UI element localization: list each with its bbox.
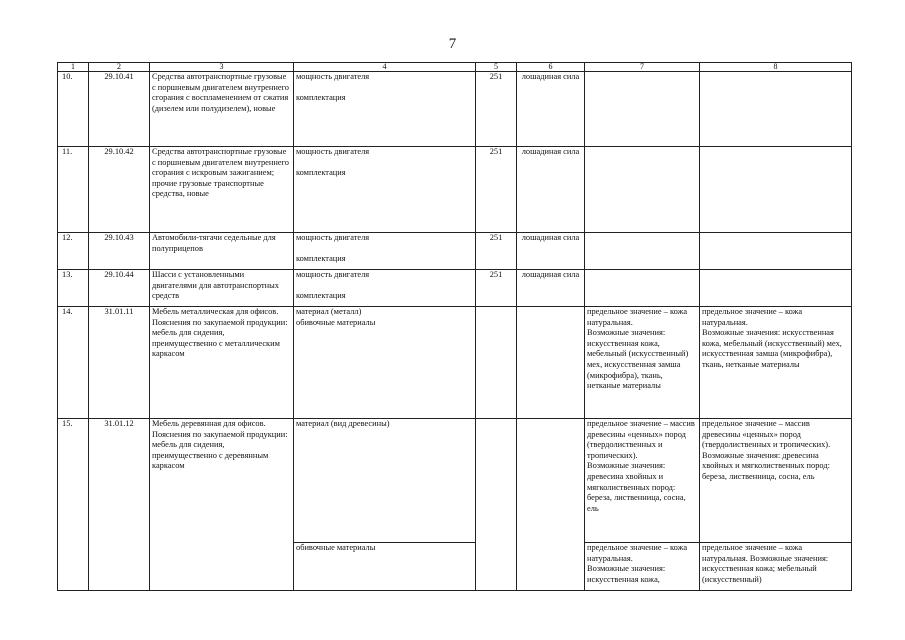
row-number: 15. xyxy=(58,419,89,591)
possible-values: Возможные значения: искусственная кожа, мебельный (искусственный) мех, искусственная замша (микрофибра), ткань, нетканые материалы xyxy=(587,328,689,391)
char-line: мощность двигателя xyxy=(296,147,370,156)
char-line: материал (металл) xyxy=(296,307,362,316)
table-row xyxy=(58,270,852,307)
product-name: Средства автотранспортные грузовые с поршневым двигателем внутреннего сгорания с искровым зажиганием; прочие грузовые транспортные средства, новые xyxy=(150,147,294,233)
row-number: 13. xyxy=(58,270,89,307)
table-row xyxy=(58,419,852,543)
okei-code: 251 xyxy=(476,270,517,307)
table-row xyxy=(58,307,852,419)
okpd-code: 29.10.44 xyxy=(89,270,150,307)
characteristics xyxy=(294,419,476,543)
product-note: Пояснения по закупаемой продукции: xyxy=(152,429,288,439)
header-cell: 4 xyxy=(294,63,476,72)
characteristics xyxy=(294,72,476,147)
okpd-code: 31.01.11 xyxy=(89,307,150,419)
limit-value: предельное значение – кожа натуральная. xyxy=(587,543,688,563)
row-number: 10. xyxy=(58,72,89,147)
header-cell: 7 xyxy=(585,63,700,72)
okei-code: 251 xyxy=(476,72,517,147)
col7-value xyxy=(585,233,700,270)
header-row xyxy=(58,63,852,72)
col8-value xyxy=(700,307,852,419)
limit-value: предельное значение – массив древесины «ценных» пород (твердолиственных и тропических). xyxy=(587,419,695,460)
possible-values: Возможные значения: древесина хвойных и мягколиственных пород: береза, лиственница, сосна, ель xyxy=(587,461,686,513)
unit-name: лошадиная сила xyxy=(517,147,585,233)
char-line: комплектация xyxy=(296,290,346,300)
table-row xyxy=(58,233,852,270)
char-line: комплектация xyxy=(296,92,346,102)
col8-value xyxy=(700,233,852,270)
col7-value xyxy=(585,270,700,307)
table-row xyxy=(58,72,852,147)
row-number: 14. xyxy=(58,307,89,419)
product-name xyxy=(150,419,294,591)
header-cell: 5 xyxy=(476,63,517,72)
product-note: Пояснения по закупаемой продукции: мебель для сидения, преимущественно с металлическим каркасом xyxy=(152,317,288,359)
col7-value xyxy=(585,72,700,147)
okei-code xyxy=(476,419,517,591)
char-line: мощность двигателя xyxy=(296,72,370,81)
product-name: Автомобили-тягачи седельные для полуприцепов xyxy=(150,233,294,270)
okei-code: 251 xyxy=(476,233,517,270)
product-name: Шасси с установленными двигателями для автотранспортных средств xyxy=(150,270,294,307)
col7-value xyxy=(585,147,700,233)
okei-code: 251 xyxy=(476,147,517,233)
col7-value xyxy=(585,307,700,419)
unit-name: лошадиная сила xyxy=(517,72,585,147)
col8-value xyxy=(700,72,852,147)
characteristics xyxy=(294,147,476,233)
okpd-code: 29.10.42 xyxy=(89,147,150,233)
characteristics xyxy=(294,270,476,307)
product-title: Мебель деревянная для офисов. xyxy=(152,419,266,428)
char-line: мощность двигателя xyxy=(296,270,370,279)
okpd-code: 29.10.43 xyxy=(89,233,150,270)
characteristics xyxy=(294,543,476,591)
unit-name xyxy=(517,419,585,591)
product-title: Мебель металлическая для офисов. xyxy=(152,307,279,316)
char-line: мощность двигателя xyxy=(296,233,370,242)
possible-values: Возможные значения: искусственная кожа, мебельный (искусственный) мех, искусственная замша (микрофибра), ткань, нетканые материалы xyxy=(702,328,842,369)
col8-value: предельное значение – кожа натуральная. Возможные значения: искусственная кожа; мебельный (искусственный) xyxy=(700,543,852,591)
possible-values: Возможные значения: искусственная кожа, xyxy=(587,564,666,584)
characteristics xyxy=(294,307,476,419)
col8-value xyxy=(700,147,852,233)
product-name: Средства автотранспортные грузовые с поршневым двигателем внутреннего сгорания с воспламенением от сжатия (дизелем или полудизелем), новые xyxy=(150,72,294,147)
char-line: материал (вид древесины) xyxy=(296,419,390,428)
okpd-code: 31.01.12 xyxy=(89,419,150,591)
col7-value xyxy=(585,543,700,591)
col7-value xyxy=(585,419,700,543)
header-cell: 1 xyxy=(58,63,89,72)
col8-value: предельное значение – массив древесины «ценных» пород (твердолиственных и тропических). Возможные значения: древесина хвойных и мягколиственных пород: береза, лиственница, сосна, ель xyxy=(700,419,852,543)
header-cell: 8 xyxy=(700,63,852,72)
limit-value: предельное значение – кожа натуральная. xyxy=(587,307,688,327)
unit-name xyxy=(517,307,585,419)
product-name xyxy=(150,307,294,419)
header-cell: 6 xyxy=(517,63,585,72)
limit-value: предельное значение – кожа натуральная. xyxy=(702,307,803,327)
product-note: мебель для сидения, преимущественно с деревянным каркасом xyxy=(152,440,269,471)
char-line: обивочные материалы xyxy=(296,543,376,552)
char-line: обивочные материалы xyxy=(296,317,376,327)
okei-code xyxy=(476,307,517,419)
unit-name: лошадиная сила xyxy=(517,270,585,307)
header-cell: 2 xyxy=(89,63,150,72)
products-table xyxy=(57,62,852,591)
col8-value xyxy=(700,270,852,307)
row-number: 12. xyxy=(58,233,89,270)
page-number: 7 xyxy=(448,36,457,52)
char-line: комплектация xyxy=(296,253,346,263)
unit-name: лошадиная сила xyxy=(517,233,585,270)
char-line: комплектация xyxy=(296,167,346,177)
row-number: 11. xyxy=(58,147,89,233)
okpd-code: 29.10.41 xyxy=(89,72,150,147)
table-row xyxy=(58,147,852,233)
header-cell: 3 xyxy=(150,63,294,72)
characteristics xyxy=(294,233,476,270)
